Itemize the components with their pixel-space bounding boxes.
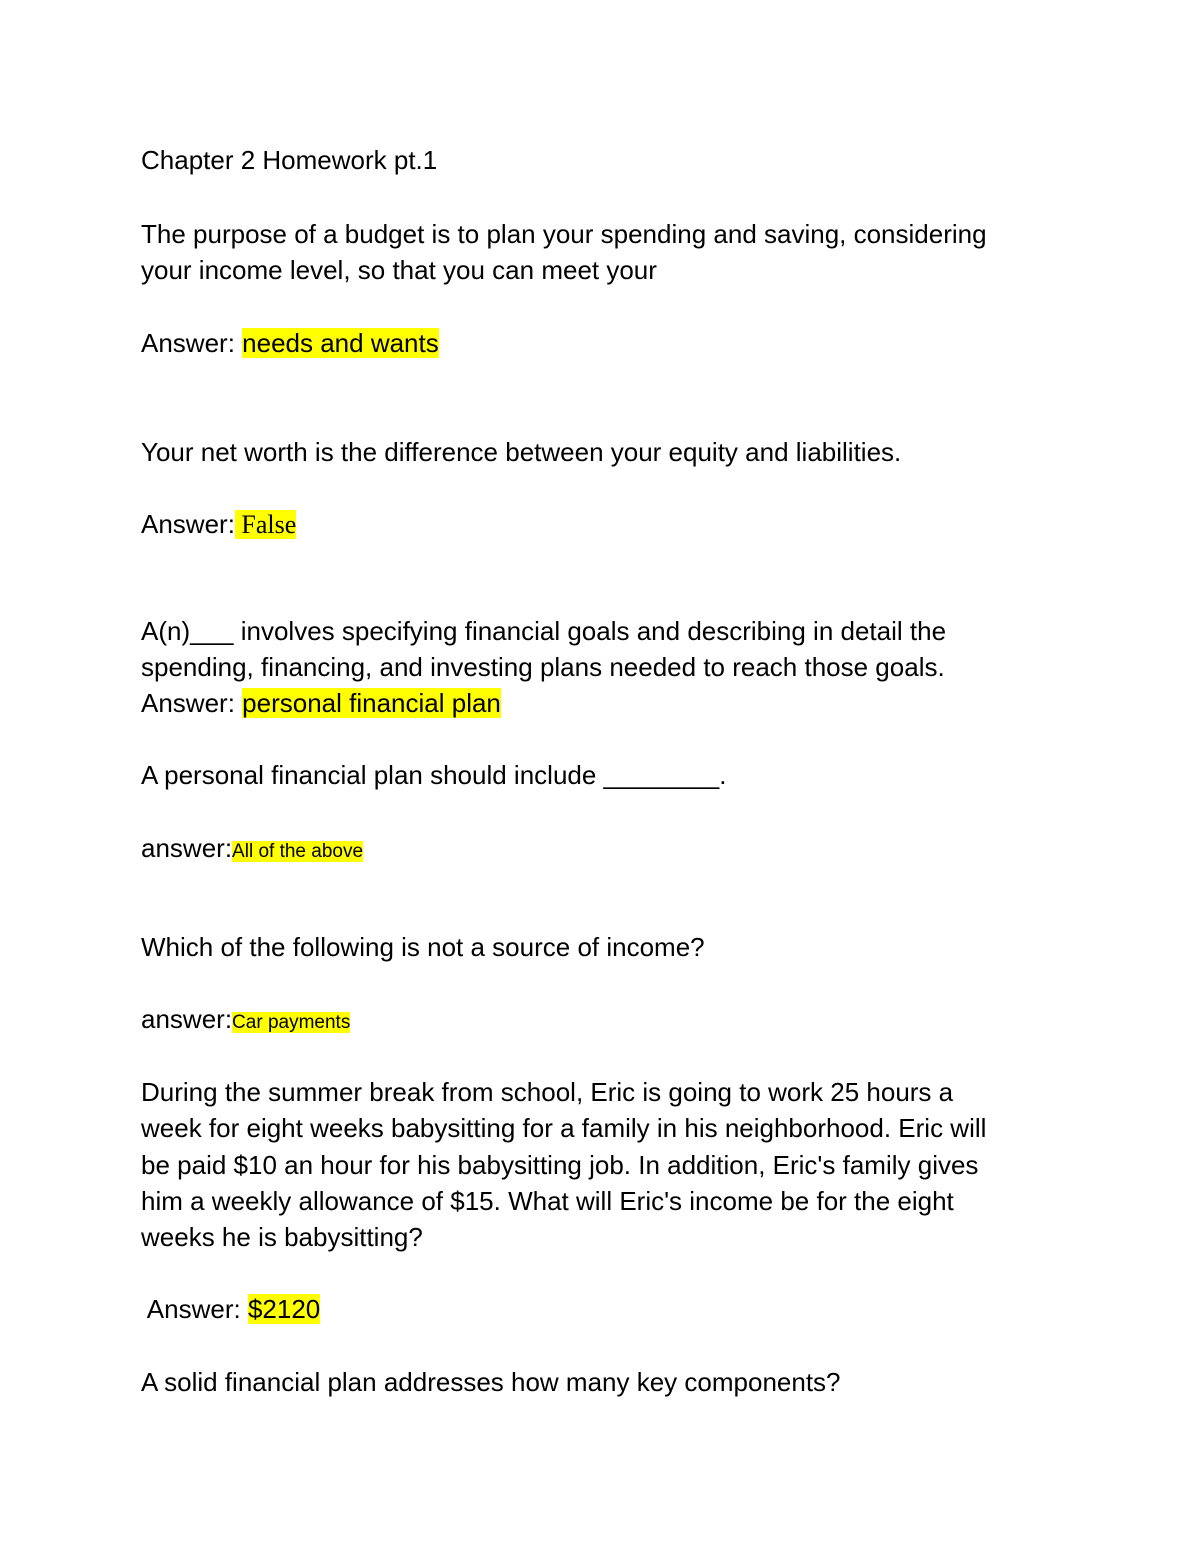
- answer-label: Answer:: [141, 509, 235, 539]
- question-3-line-1: A(n)___ involves specifying financial goals and describing in detail the: [141, 616, 947, 646]
- question-6-line-4: him a weekly allowance of $15. What will Eric's income be for the eight: [141, 1186, 954, 1216]
- question-2-answer: [141, 506, 296, 543]
- answer-label: Answer:: [141, 328, 243, 358]
- question-6-line-3: be paid $10 an hour for his babysitting job. In addition, Eric's family gives: [141, 1150, 979, 1180]
- question-1-answer: [141, 325, 439, 361]
- question-3-answer: [141, 685, 501, 721]
- answer-highlight: needs and wants: [242, 328, 439, 358]
- answer-highlight: False: [234, 510, 297, 539]
- answer-highlight: personal financial plan: [242, 688, 501, 718]
- document-title: Chapter 2 Homework pt.1: [141, 145, 438, 175]
- answer-label: Answer:: [141, 688, 243, 718]
- question-6-answer: [141, 1291, 320, 1327]
- question-1-line-2: your income level, so that you can meet your: [141, 255, 657, 285]
- question-4-text: A personal financial plan should include ________.: [141, 760, 727, 790]
- question-2-text: Your net worth is the difference between your equity and liabilities.: [141, 437, 902, 467]
- answer-label: Answer:: [141, 1294, 248, 1324]
- question-7-text: A solid financial plan addresses how many key components?: [141, 1367, 841, 1397]
- question-1-line-1: The purpose of a budget is to plan your spending and saving, considering: [141, 219, 987, 249]
- answer-highlight: Car payments: [232, 1012, 351, 1033]
- question-6-line-5: weeks he is babysitting?: [141, 1222, 423, 1252]
- question-6-line-1: During the summer break from school, Eric is going to work 25 hours a: [141, 1077, 954, 1107]
- question-5-answer: [141, 1001, 350, 1041]
- answer-highlight: All of the above: [232, 841, 364, 862]
- answer-label: answer:: [141, 1004, 233, 1034]
- question-5-text: Which of the following is not a source of income?: [141, 932, 705, 962]
- question-3-line-2: spending, financing, and investing plans needed to reach those goals.: [141, 652, 945, 682]
- question-4-answer: [141, 830, 363, 870]
- answer-highlight: $2120: [247, 1294, 321, 1324]
- answer-label: answer:: [141, 833, 233, 863]
- question-6-line-2: week for eight weeks babysitting for a family in his neighborhood. Eric will: [141, 1113, 987, 1143]
